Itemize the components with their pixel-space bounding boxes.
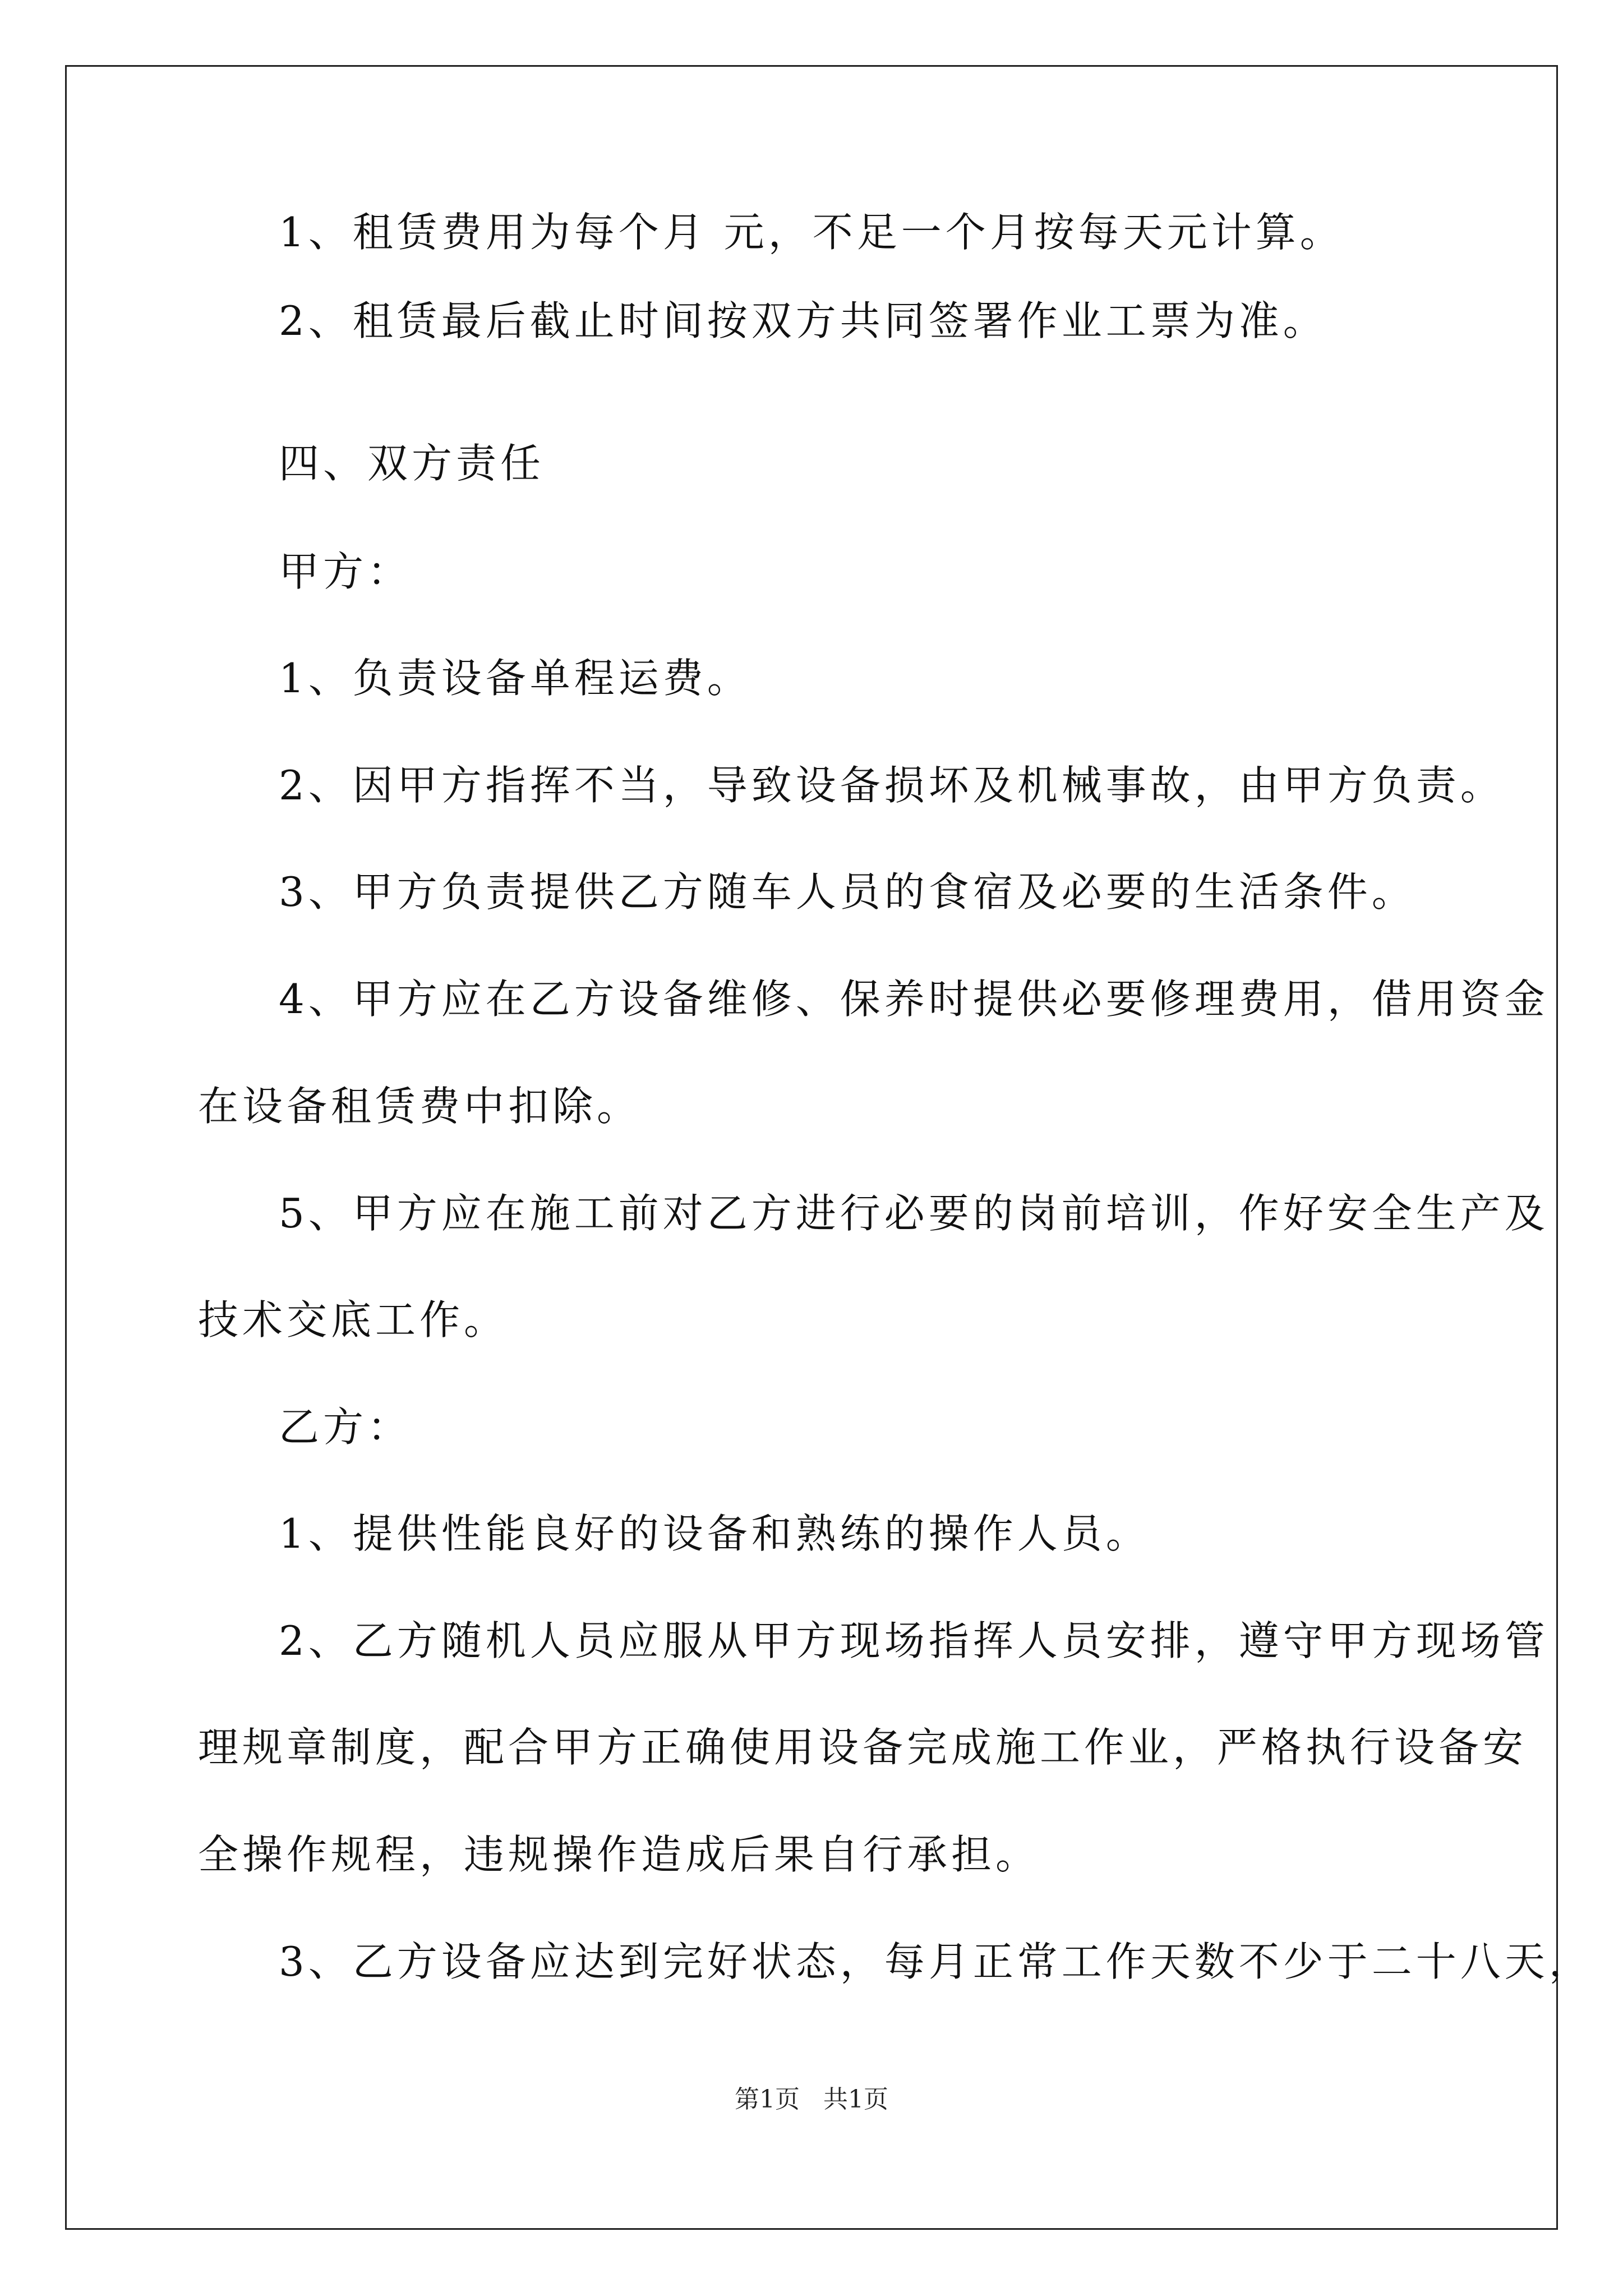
- party-a-heading: 甲方：: [279, 548, 412, 595]
- party-b-item-2-cont-1: 理规章制度，配合甲方正确使用设备完成施工作业，严格执行设备安: [198, 1724, 1528, 1771]
- page-footer: 第1页 共1页: [735, 2085, 888, 2114]
- party-a-item-5-cont: 技术交底工作。: [198, 1296, 509, 1343]
- page-border: [65, 65, 1558, 2230]
- text-line-deadline: 2、租赁最后截止时间按双方共同签署作业工票为准。: [279, 297, 1327, 344]
- party-a-item-2: 2、因甲方指挥不当，导致设备损坏及机械事故，由甲方负责。: [279, 762, 1505, 809]
- text-line-fee: 1、租赁费用为每个月 元，不足一个月按每天元计算。: [279, 209, 1344, 256]
- party-a-item-4: 4、甲方应在乙方设备维修、保养时提供必要修理费用，借用资金: [279, 976, 1549, 1023]
- party-a-item-5: 5、甲方应在施工前对乙方进行必要的岗前培训，作好安全生产及: [279, 1190, 1549, 1237]
- party-b-item-3: 3、乙方设备应达到完好状态，每月正常工作天数不少于二十八天，: [279, 1938, 1593, 1985]
- party-b-item-2-cont-2: 全操作规程，违规操作造成后果自行承担。: [198, 1831, 1040, 1878]
- party-b-item-2: 2、乙方随机人员应服从甲方现场指挥人员安排，遵守甲方现场管: [279, 1617, 1549, 1664]
- party-b-heading: 乙方：: [279, 1404, 412, 1451]
- party-b-item-1: 1、提供性能良好的设备和熟练的操作人员。: [279, 1510, 1150, 1557]
- party-a-item-1: 1、负责设备单程运费。: [279, 655, 751, 702]
- party-a-item-4-cont: 在设备租赁费中扣除。: [198, 1083, 642, 1130]
- party-a-item-3: 3、甲方负责提供乙方随车人员的食宿及必要的生活条件。: [279, 868, 1416, 915]
- section-heading-responsibilities: 四、双方责任: [279, 440, 545, 487]
